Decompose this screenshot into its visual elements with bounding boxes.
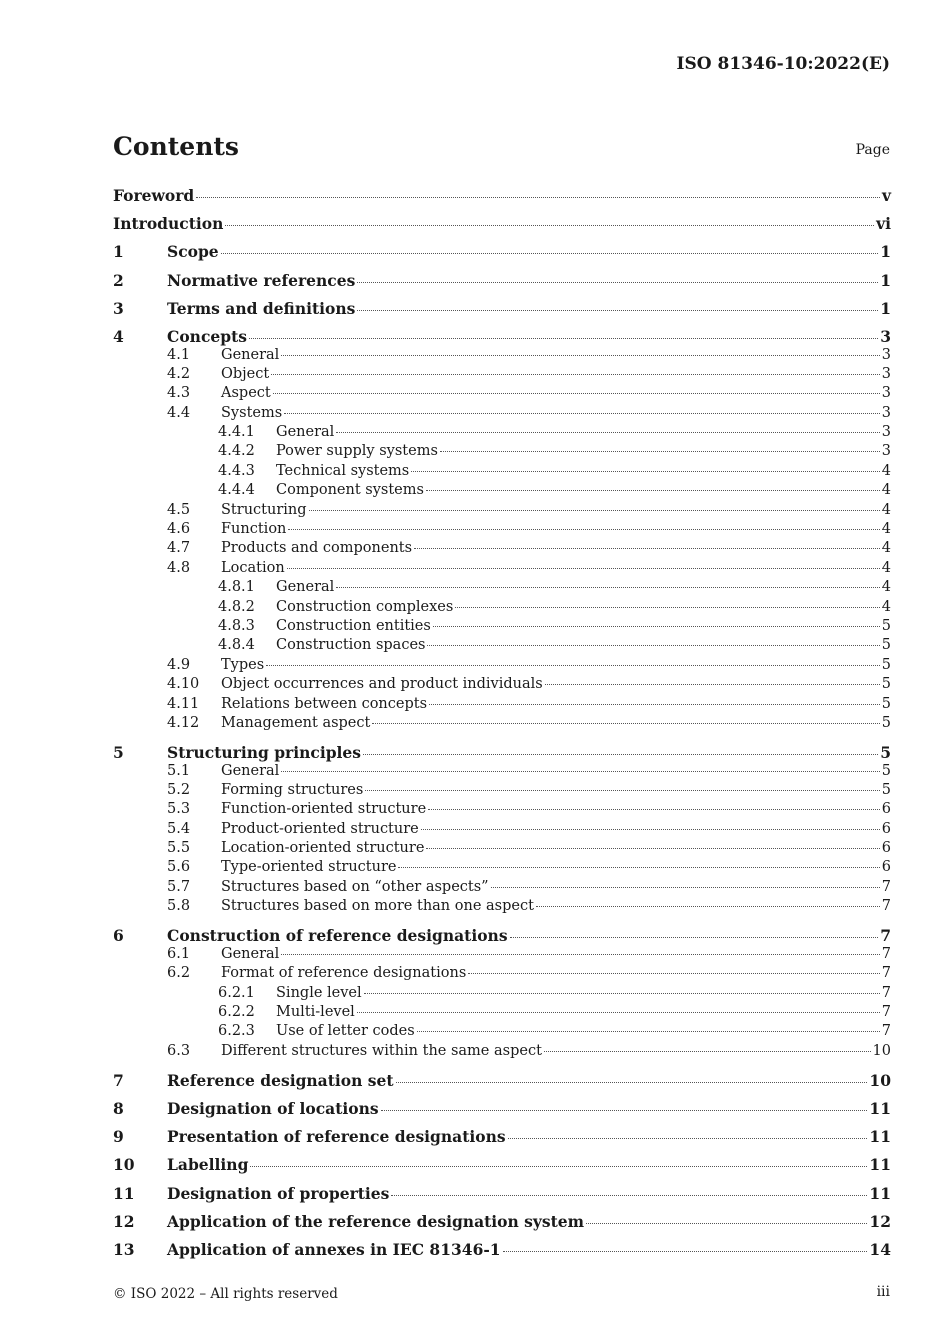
dot-leader	[196, 197, 880, 198]
toc-entry-title: General	[221, 762, 280, 779]
toc-entry[interactable]	[113, 366, 891, 385]
toc-entry-title: Structures based on more than one aspect	[221, 898, 534, 915]
toc-entry[interactable]	[113, 821, 891, 840]
dot-leader	[391, 1195, 867, 1196]
toc-entry-page: 11	[869, 1098, 891, 1118]
toc-entry[interactable]	[113, 242, 891, 262]
table-of-contents	[113, 186, 891, 1260]
toc-entry-page: vi	[876, 214, 891, 234]
copyright-notice: © ISO 2022 – All rights reserved	[113, 1286, 338, 1302]
toc-entry-title: Application of annexes in IEC 81346-1	[167, 1239, 501, 1259]
toc-entry-title: Function-oriented structure	[221, 801, 427, 818]
toc-entry-number: 4.10	[167, 676, 200, 693]
toc-entry-number: 4.12	[167, 714, 200, 731]
toc-entry-number: 5.5	[167, 840, 191, 857]
toc-entry-page: 5	[881, 656, 891, 673]
toc-entry-number: 5.8	[167, 898, 191, 915]
toc-entry-page: 11	[869, 1155, 891, 1175]
toc-entry-page: 7	[880, 926, 891, 946]
toc-entry-title: Object	[221, 365, 270, 382]
toc-entry-title: Foreword	[113, 186, 195, 205]
toc-entry-title: Application of the reference designation system	[167, 1211, 585, 1231]
dot-leader	[396, 1082, 868, 1083]
dot-leader	[433, 626, 880, 627]
toc-entry-page: 1	[880, 270, 891, 290]
toc-entry-number: 4.1	[167, 346, 191, 363]
toc-entry-title: Forming structures	[221, 781, 364, 798]
toc-entry-title: Reference designation set	[167, 1070, 394, 1090]
toc-entry-page: v	[881, 186, 891, 205]
toc-entry-title: Scope	[167, 242, 219, 262]
toc-entry-page: 5	[880, 742, 891, 762]
toc-entry-number: 6.3	[167, 1042, 191, 1059]
toc-entry-page: 4	[881, 540, 891, 557]
toc-entry-number: 5.7	[167, 878, 191, 895]
toc-entry-number: 13	[113, 1239, 135, 1259]
toc-entry-number: 4.4	[167, 404, 191, 421]
toc-entry-title: Location	[221, 559, 285, 576]
dot-leader	[417, 1031, 880, 1032]
toc-entry-number: 5.1	[167, 762, 191, 779]
toc-entry[interactable]	[113, 676, 891, 695]
toc-entry-title: Types	[221, 656, 265, 673]
toc-entry-page: 12	[869, 1211, 891, 1231]
toc-entry[interactable]	[113, 214, 891, 234]
dot-leader	[545, 684, 880, 685]
dot-leader	[273, 393, 880, 394]
toc-entry-page: 3	[880, 326, 891, 346]
toc-entry[interactable]	[113, 1240, 891, 1260]
toc-entry[interactable]	[113, 637, 891, 656]
toc-entry[interactable]	[113, 1043, 891, 1062]
dot-leader	[357, 1012, 880, 1013]
toc-entry[interactable]	[113, 715, 891, 734]
toc-entry-page: 7	[881, 878, 891, 895]
dot-leader	[544, 1051, 871, 1052]
page-column-label: Page	[855, 142, 890, 158]
toc-entry-title: Structuring	[221, 501, 307, 518]
toc-entry-title: Technical systems	[276, 462, 410, 479]
dot-leader	[281, 771, 879, 772]
toc-entry-page: 14	[869, 1239, 891, 1259]
dot-leader	[225, 225, 874, 226]
toc-entry-page: 7	[881, 984, 891, 1001]
toc-entry[interactable]	[113, 1023, 891, 1042]
toc-entry-title: Object occurrences and product individuals	[221, 676, 543, 693]
dot-leader	[365, 790, 879, 791]
toc-entry[interactable]	[113, 782, 891, 801]
toc-entry-title: General	[221, 346, 280, 363]
toc-entry-number: 4.8.3	[218, 618, 255, 634]
toc-entry-number: 6.2.3	[218, 1023, 255, 1040]
toc-entry[interactable]	[113, 599, 891, 618]
toc-entry-number: 4.8.4	[218, 637, 255, 654]
dot-leader	[288, 529, 879, 530]
toc-entry-number: 4.6	[167, 521, 191, 538]
toc-entry-title: Management aspect	[221, 714, 371, 731]
toc-entry-page: 3	[881, 443, 891, 460]
toc-entry-title: General	[221, 945, 280, 962]
toc-entry-page: 5	[881, 676, 891, 693]
toc-entry-number: 4.9	[167, 656, 191, 673]
toc-entry[interactable]	[113, 1004, 891, 1023]
toc-entry[interactable]	[113, 1184, 891, 1204]
toc-entry-page: 3	[881, 346, 891, 363]
toc-entry-title: Introduction	[113, 214, 224, 234]
toc-entry-title: Product-oriented structure	[221, 820, 419, 837]
toc-entry-title: Construction of reference designations	[167, 926, 508, 946]
dot-leader	[428, 809, 880, 810]
dot-leader	[281, 355, 879, 356]
toc-entry-page: 3	[881, 365, 891, 382]
toc-entry[interactable]	[113, 186, 891, 206]
toc-entry-page: 7	[881, 898, 891, 915]
toc-entry[interactable]	[113, 985, 891, 1004]
toc-entry-number: 4.4.2	[218, 443, 255, 460]
toc-entry[interactable]	[113, 443, 891, 462]
dot-leader	[426, 848, 879, 849]
toc-entry-page: 7	[881, 1023, 891, 1040]
toc-entry[interactable]	[113, 482, 891, 501]
dot-leader	[364, 993, 880, 994]
toc-entry-title: Concepts	[167, 326, 247, 346]
toc-entry-page: 6	[881, 859, 891, 876]
dot-leader	[427, 645, 879, 646]
toc-entry-page: 11	[869, 1127, 891, 1147]
toc-entry-number: 6.2.2	[218, 1004, 255, 1021]
toc-entry-title: Use of letter codes	[276, 1023, 415, 1040]
toc-entry-title: Aspect	[221, 385, 271, 402]
dot-leader	[510, 937, 879, 938]
toc-entry-page: 7	[881, 945, 891, 962]
dot-leader	[357, 282, 878, 283]
toc-entry-number: 8	[113, 1098, 124, 1118]
toc-entry-page: 1	[880, 242, 891, 262]
toc-entry-page: 11	[869, 1183, 891, 1203]
toc-entry-page: 5	[881, 781, 891, 798]
dot-leader	[357, 310, 878, 311]
dot-leader	[426, 490, 880, 491]
toc-entry-page: 6	[881, 801, 891, 818]
toc-entry-title: Function	[221, 521, 287, 538]
toc-entry-title: Construction complexes	[276, 598, 454, 615]
dot-leader	[336, 432, 879, 433]
toc-entry[interactable]	[113, 657, 891, 676]
toc-entry[interactable]	[113, 1127, 891, 1147]
toc-entry-title: Single level	[276, 984, 362, 1001]
toc-entry-number: 7	[113, 1070, 124, 1090]
toc-entry[interactable]	[113, 1071, 891, 1091]
toc-entry-page: 6	[881, 820, 891, 837]
toc-entry[interactable]	[113, 965, 891, 984]
dot-leader	[287, 568, 880, 569]
dot-leader	[440, 451, 880, 452]
toc-entry[interactable]	[113, 271, 891, 291]
dot-leader	[266, 665, 880, 666]
toc-entry-number: 4.3	[167, 385, 191, 402]
toc-entry-number: 4	[113, 326, 124, 346]
dot-leader	[508, 1138, 868, 1139]
dot-leader	[336, 587, 879, 588]
toc-entry[interactable]	[113, 840, 891, 859]
toc-entry-number: 4.5	[167, 501, 191, 518]
toc-entry-title: Location-oriented structure	[221, 840, 425, 857]
toc-entry-title: Designation of properties	[167, 1183, 390, 1203]
dot-leader	[491, 887, 880, 888]
toc-entry-page: 6	[881, 840, 891, 857]
dot-leader	[221, 253, 879, 254]
dot-leader	[411, 471, 880, 472]
dot-leader	[398, 867, 879, 868]
toc-entry-page: 5	[881, 618, 891, 634]
toc-entry-title: Designation of locations	[167, 1098, 379, 1118]
toc-entry-title: Labelling	[167, 1155, 249, 1175]
dot-leader	[363, 754, 878, 755]
toc-entry-number: 6.2	[167, 965, 191, 982]
dot-leader	[429, 704, 880, 705]
toc-entry-page: 4	[881, 579, 891, 596]
dot-leader	[381, 1110, 868, 1111]
toc-entry-page: 7	[881, 965, 891, 982]
toc-entry-number: 1	[113, 242, 124, 262]
toc-entry-number: 6	[113, 926, 124, 946]
toc-entry[interactable]	[113, 763, 891, 782]
toc-entry-title: Construction spaces	[276, 637, 426, 654]
toc-entry-number: 9	[113, 1127, 124, 1147]
toc-entry-page: 10	[872, 1042, 891, 1059]
toc-entry-number: 4.7	[167, 540, 191, 557]
toc-entry[interactable]	[113, 540, 891, 559]
toc-entry-page: 4	[881, 501, 891, 518]
dot-leader	[249, 338, 878, 339]
toc-entry-number: 4.11	[167, 695, 200, 712]
toc-entry[interactable]	[113, 385, 891, 404]
dot-leader	[284, 413, 880, 414]
toc-entry-number: 3	[113, 298, 124, 318]
toc-entry-number: 6.2.1	[218, 984, 255, 1001]
toc-entry[interactable]	[113, 560, 891, 579]
toc-entry-page: 5	[881, 637, 891, 654]
toc-entry-number: 10	[113, 1155, 135, 1175]
toc-entry-title: Format of reference designations	[221, 965, 467, 982]
toc-entry-number: 5.3	[167, 801, 191, 818]
toc-entry-number: 6.1	[167, 945, 191, 962]
dot-leader	[503, 1251, 868, 1252]
toc-entry[interactable]	[113, 618, 891, 637]
dot-leader	[414, 548, 880, 549]
toc-entry-page: 10	[869, 1070, 891, 1090]
toc-entry-title: Component systems	[276, 482, 424, 499]
toc-entry[interactable]	[113, 579, 891, 598]
toc-entry-title: General	[276, 579, 335, 596]
toc-entry-number: 4.4.1	[218, 424, 255, 441]
toc-entry[interactable]	[113, 463, 891, 482]
toc-entry[interactable]	[113, 1155, 891, 1175]
toc-entry-title: General	[276, 424, 335, 441]
toc-entry-page: 4	[881, 598, 891, 615]
toc-entry-number: 5.6	[167, 859, 191, 876]
toc-entry-number: 5	[113, 742, 124, 762]
toc-entry[interactable]	[113, 898, 891, 917]
toc-entry-title: Construction entities	[276, 618, 431, 634]
toc-entry-title: Presentation of reference designations	[167, 1127, 506, 1147]
toc-entry-page: 7	[881, 1004, 891, 1021]
toc-entry-title: Multi-level	[276, 1004, 355, 1021]
toc-entry[interactable]	[113, 424, 891, 443]
toc-entry-title: Normative references	[167, 270, 356, 290]
toc-entry[interactable]	[113, 926, 891, 946]
toc-entry-title: Systems	[221, 404, 283, 421]
toc-entry[interactable]	[113, 405, 891, 424]
toc-entry[interactable]	[113, 946, 891, 965]
toc-entry[interactable]	[113, 801, 891, 820]
document-identifier: ISO 81346-10:2022(E)	[676, 54, 890, 74]
toc-entry-number: 4.8.1	[218, 579, 255, 596]
toc-entry-number: 5.2	[167, 781, 191, 798]
toc-entry[interactable]	[113, 1212, 891, 1232]
dot-leader	[281, 954, 879, 955]
toc-entry[interactable]	[113, 521, 891, 540]
dot-leader	[250, 1166, 867, 1167]
toc-entry-page: 5	[881, 762, 891, 779]
toc-entry-page: 4	[881, 462, 891, 479]
toc-entry-page: 3	[881, 424, 891, 441]
dot-leader	[309, 510, 880, 511]
toc-entry-title: Structures based on “other aspects”	[221, 878, 489, 895]
toc-entry[interactable]	[113, 347, 891, 366]
toc-entry-title: Power supply systems	[276, 443, 438, 460]
toc-entry-number: 4.4.4	[218, 482, 255, 499]
toc-entry-title: Structuring principles	[167, 742, 362, 762]
toc-entry-page: 1	[880, 298, 891, 318]
toc-entry-number: 4.8.2	[218, 598, 255, 615]
toc-entry[interactable]	[113, 327, 891, 347]
toc-entry-page: 4	[881, 521, 891, 538]
toc-entry-number: 12	[113, 1211, 135, 1231]
toc-entry-title: Terms and definitions	[167, 298, 356, 318]
toc-entry[interactable]	[113, 502, 891, 521]
dot-leader	[271, 374, 880, 375]
toc-entry[interactable]	[113, 1099, 891, 1119]
toc-entry[interactable]	[113, 879, 891, 898]
dot-leader	[455, 607, 880, 608]
toc-entry-title: Different structures within the same aspect	[221, 1042, 542, 1059]
toc-entry-number: 4.8	[167, 559, 191, 576]
toc-entry-number: 2	[113, 270, 124, 290]
toc-entry[interactable]	[113, 299, 891, 319]
toc-entry-page: 4	[881, 559, 891, 576]
dot-leader	[468, 973, 879, 974]
dot-leader	[372, 723, 879, 724]
dot-leader	[421, 829, 880, 830]
toc-entry-page: 4	[881, 482, 891, 499]
toc-entry-page: 5	[881, 695, 891, 712]
page-number: iii	[876, 1284, 890, 1300]
dot-leader	[536, 906, 880, 907]
toc-entry-page: 3	[881, 385, 891, 402]
toc-entry-title: Products and components	[221, 540, 413, 557]
toc-entry-title: Type-oriented structure	[221, 859, 397, 876]
contents-heading: Contents	[113, 132, 240, 161]
toc-entry[interactable]	[113, 859, 891, 878]
toc-entry-title: Relations between concepts	[221, 695, 428, 712]
toc-entry[interactable]	[113, 696, 891, 715]
toc-entry[interactable]	[113, 743, 891, 763]
toc-entry-number: 11	[113, 1183, 135, 1203]
toc-entry-number: 4.2	[167, 365, 191, 382]
toc-entry-page: 3	[881, 404, 891, 421]
toc-entry-number: 4.4.3	[218, 462, 255, 479]
toc-entry-page: 5	[881, 714, 891, 731]
dot-leader	[586, 1223, 867, 1224]
toc-entry-number: 5.4	[167, 820, 191, 837]
